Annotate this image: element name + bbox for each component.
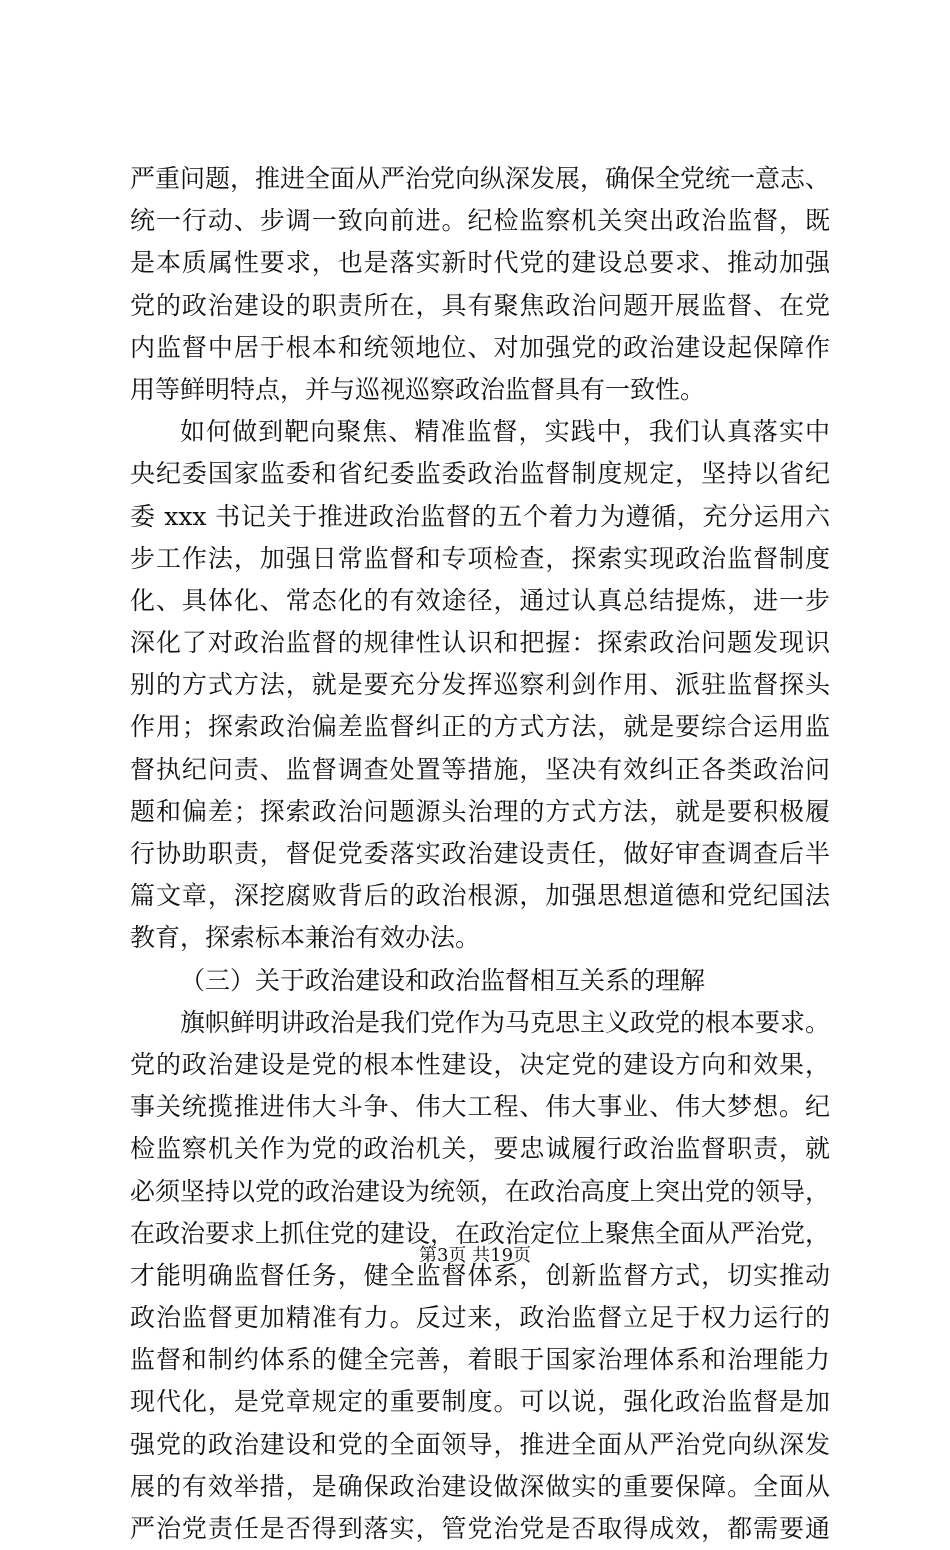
paragraph-line: 是本质属性要求，也是落实新时代党的建设总要求、推动加强 — [130, 248, 830, 278]
paragraph-line: 央纪委国家监委和省纪委监委政治监督制度规定，坚持以省纪 — [130, 459, 830, 489]
page-footer: 第3页 共19页 — [418, 1245, 532, 1266]
paragraph-line: 严重问题，推进全面从严治党向纵深发展，确保全党统一意志、 — [130, 164, 830, 193]
paragraph-line: 严治党责任是否得到落实，管党治党是否取得成效，都需要通 — [130, 1514, 830, 1543]
paragraph-line: 教育，探索标本兼治有效办法。 — [130, 923, 481, 953]
paragraph-line: 政治监督更加精准有力。反过来，政治监督立足于权力运行的 — [130, 1303, 830, 1333]
paragraph-line: 用等鲜明特点，并与巡视巡察政治监督具有一致性。 — [130, 374, 706, 404]
paragraph-line: 事关统揽推进伟大斗争、伟大工程、伟大事业、伟大梦想。纪 — [130, 1092, 830, 1122]
paragraph-line: 必须坚持以党的政治建设为统领，在政治高度上突出党的领导， — [130, 1176, 830, 1206]
paragraph-line: 旗帜鲜明讲政治是我们党作为马克思主义政党的根本要求。 — [180, 1007, 830, 1037]
paragraph-line: 党的政治建设的职责所在，具有聚焦政治问题开展监督、在党 — [130, 290, 830, 320]
paragraph-line: 党的政治建设是党的根本性建设，决定党的建设方向和效果， — [130, 1049, 830, 1079]
paragraph-line: 统一行动、步调一致向前进。纪检监察机关突出政治监督，既 — [130, 206, 830, 236]
paragraph-line: 监督和制约体系的健全完善，着眼于国家治理体系和治理能力 — [130, 1345, 830, 1375]
paragraph-line: 委 xxx 书记关于推进政治监督的五个着力为遵循，充分运用六 — [130, 501, 830, 531]
paragraph-line: 现代化，是党章规定的重要制度。可以说，强化政治监督是加 — [130, 1387, 830, 1417]
document-body — [130, 158, 830, 1550]
paragraph-line: 强党的政治建设和党的全面领导，推进全面从严治党向纵深发 — [130, 1429, 830, 1459]
section-heading: （三）关于政治建设和政治监督相互关系的理解 — [180, 965, 706, 995]
paragraph-line: 作用；探索政治偏差监督纠正的方式方法，就是要综合运用监 — [130, 712, 830, 742]
paragraph-line: 篇文章，深挖腐败背后的政治根源，加强思想道德和党纪国法 — [130, 881, 830, 911]
paragraph-line: 深化了对政治监督的规律性认识和把握：探索政治问题发现识 — [130, 628, 830, 658]
paragraph-line: 化、具体化、常态化的有效途径，通过认真总结提炼，进一步 — [130, 585, 830, 615]
paragraph-line: 检监察机关作为党的政治机关，要忠诚履行政治监督职责，就 — [130, 1134, 830, 1164]
paragraph-line: 才能明确监督任务，健全监督体系，创新监督方式，切实推动 — [130, 1260, 830, 1290]
paragraph-line: 内监督中居于根本和统领地位、对加强党的政治建设起保障作 — [130, 332, 830, 362]
paragraph-line: 展的有效举措，是确保政治建设做深做实的重要保障。全面从 — [130, 1471, 830, 1501]
paragraph-line: 步工作法，加强日常监督和专项检查，探索实现政治监督制度 — [130, 543, 830, 573]
paragraph-line: 别的方式方法，就是要充分发挥巡察利剑作用、派驻监督探头 — [130, 670, 830, 700]
paragraph-line: 行协助职责，督促党委落实政治建设责任，做好审查调查后半 — [130, 839, 830, 868]
paragraph-line: 如何做到靶向聚焦、精准监督，实践中，我们认真落实中 — [180, 417, 830, 447]
paragraph-line: 题和偏差；探索政治问题源头治理的方式方法，就是要积极履 — [130, 796, 830, 826]
paragraph-line: 督执纪问责、监督调查处置等措施，坚决有效纠正各类政治问 — [130, 754, 830, 784]
paragraph-line: 在政治要求上抓住党的建设，在政治定位上聚焦全面从严治党， — [130, 1218, 830, 1248]
